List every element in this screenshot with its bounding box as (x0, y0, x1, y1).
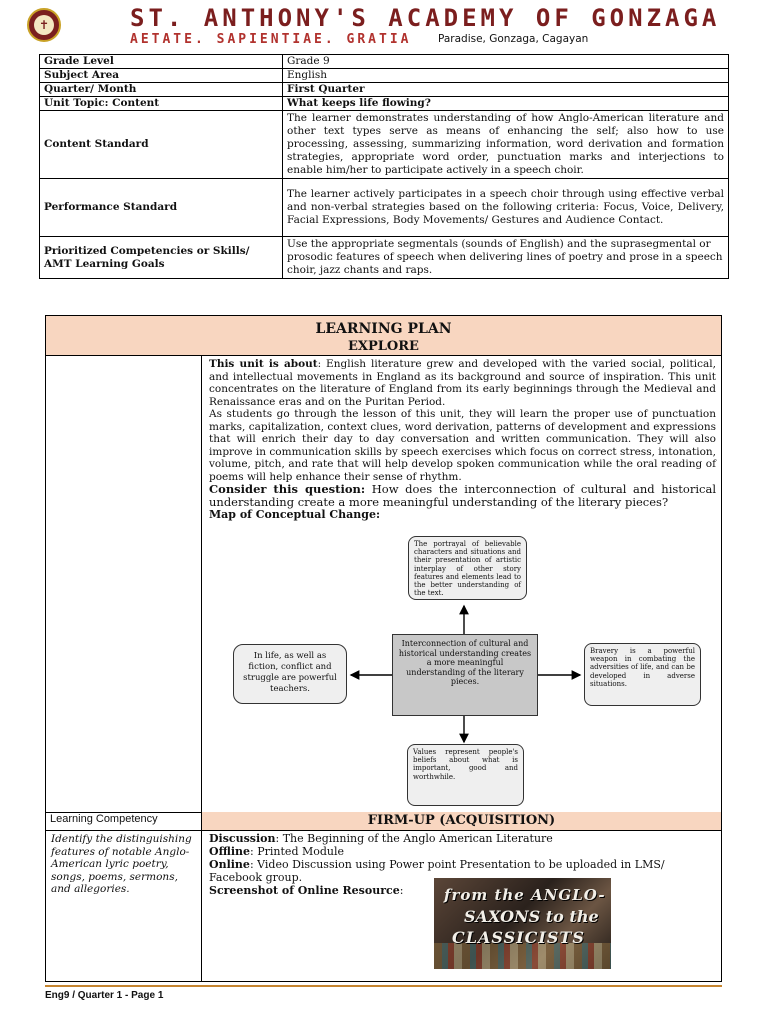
discussion-lead: Discussion (209, 832, 276, 845)
unit-about-text: : English literature grew and developed with the varied social, political, and intellectual movements in England as its background and source of inspiration. This unit concentrates on the literature of England from its early beginnings through the Medieval and Renaissance eras and on the Puritan Period. (209, 358, 716, 408)
discussion-text: : The Beginning of the Anglo American Literature (275, 832, 553, 845)
learning-competency-label: Learning Competency (50, 813, 158, 825)
table-row (40, 97, 729, 111)
learning-plan-header (46, 316, 721, 356)
section-divider (46, 830, 721, 831)
school-seal-icon: ✝ (27, 8, 61, 42)
document-header (0, 0, 768, 50)
concept-node-top: The portrayal of believable characters and situations and their presentation of artistic interplay of other story features and elements lead to the better understanding of the text. (408, 536, 527, 600)
screenshot-lead: Screenshot of Online Resource (209, 884, 400, 897)
unit-about-lead: This unit is about (209, 358, 318, 370)
learning-competency-text: Identify the distinguishing features of notable Anglo-American lyric poetry, songs, poems, sermons, and allegories. (51, 833, 192, 895)
offline-text: : Printed Module (250, 845, 345, 858)
concept-node-left: In life, as well as fiction, conflict and struggle are powerful teachers. (233, 644, 347, 704)
content-standard-value: The learner demonstrates understanding of how Anglo-American literature and other text types serve as means of enhancing the self; also how to use processing, assessing, summarizing information, word derivation and formation strategies, appropriate word order, punctuation marks and interjections to enable him/her to participate actively in a speech choir. (283, 111, 729, 179)
page-footer: Eng9 / Quarter 1 - Page 1 (45, 990, 164, 1001)
table-row (40, 179, 729, 237)
online-resource-thumbnail[interactable] (434, 878, 611, 969)
explore-heading: EXPLORE (348, 339, 419, 354)
performance-standard-value: The learner actively participates in a speech choir through using effective verbal and non-verbal strategies based on the following criteria: Focus, Voice, Delivery, Facial Expressions, Body Movements/ Gestures and Audience Contact. (283, 179, 729, 237)
concept-map (206, 538, 716, 813)
concept-node-right: Bravery is a powerful weapon in combating the adversities of life, and can be developed in adverse situations. (584, 643, 701, 706)
table-row (40, 69, 729, 83)
unit-about-paragraph (209, 358, 716, 408)
learning-plan (45, 315, 722, 982)
offline-lead: Offline (209, 845, 251, 858)
content-standard-label: Content Standard (40, 111, 283, 179)
table-row (40, 111, 729, 179)
competencies-label: Prioritized Competencies or Skills/ AMT Learning Goals (40, 237, 283, 279)
school-name: ST. ANTHONY'S ACADEMY OF GONZAGA (130, 4, 721, 32)
thumbnail-title-line1: from the ANGLO- (444, 886, 606, 904)
offline-line (209, 845, 716, 858)
table-row (40, 55, 729, 69)
grade-level-label: Grade Level (40, 55, 283, 69)
unit-topic-label: Unit Topic: Content (40, 97, 283, 111)
thumbnail-title-line3: CLASSICISTS (452, 928, 585, 947)
consider-lead: Consider this question: (209, 482, 366, 496)
school-address: Paradise, Gonzaga, Cagayan (438, 33, 589, 45)
consider-question (209, 483, 716, 509)
discussion-line (209, 832, 716, 845)
learning-plan-title: LEARNING PLAN (315, 321, 452, 337)
firm-up-header-row (46, 812, 721, 830)
table-row (40, 237, 729, 279)
explore-content (209, 358, 716, 522)
course-info-table (39, 54, 729, 279)
students-paragraph: As students go through the lesson of this unit, they will learn the proper use of punctuation marks, capitalization, context clues, word derivation, patterns of development and expressions that will enrich their day to day conversation and written communication. They will also improve in communication skills by speech exercises which focus on correct stress, intonation, volume, pitch, and rate that will help develop spoken communication while the oral reading of poems will help enhance their sense of rhythm. (209, 408, 716, 483)
performance-standard-label: Performance Standard (40, 179, 283, 237)
firm-up-heading: FIRM-UP (ACQUISITION) (202, 812, 721, 830)
concept-node-center: Interconnection of cultural and historical understanding creates a more meaningful understanding of the literary pieces. (392, 634, 538, 716)
quarter-value: First Quarter (283, 83, 729, 97)
concept-node-bottom: Values represent people's beliefs about what is important, good and worthwhile. (407, 744, 524, 806)
subject-area-label: Subject Area (40, 69, 283, 83)
consider-text: How does the interconnection of cultural and historical understanding create a more meaningful understanding of the literary pieces? (209, 482, 716, 509)
online-lead: Online (209, 858, 250, 871)
online-text: : Video Discussion using Power point Presentation to be uploaded in LMS/ Facebook group. (209, 858, 665, 884)
school-motto: AETATE. SAPIENTIAE. GRATIA (130, 32, 412, 47)
thumbnail-title-line2: SAXONS to the (464, 907, 599, 926)
table-row (40, 83, 729, 97)
column-divider (201, 356, 202, 982)
subject-area-value: English (283, 69, 729, 83)
unit-topic-value: What keeps life flowing? (283, 97, 729, 111)
footer-rule (45, 985, 722, 987)
concept-map-label: Map of Conceptual Change: (209, 508, 381, 521)
grade-level-value: Grade 9 (283, 55, 729, 69)
screenshot-colon: : (399, 884, 404, 897)
quarter-label: Quarter/ Month (40, 83, 283, 97)
competencies-value: Use the appropriate segmentals (sounds of English) and the suprasegmental or prosodic features of speech when delivering lines of poetry and prose in a speech choir, jazz chants and raps. (283, 237, 729, 279)
